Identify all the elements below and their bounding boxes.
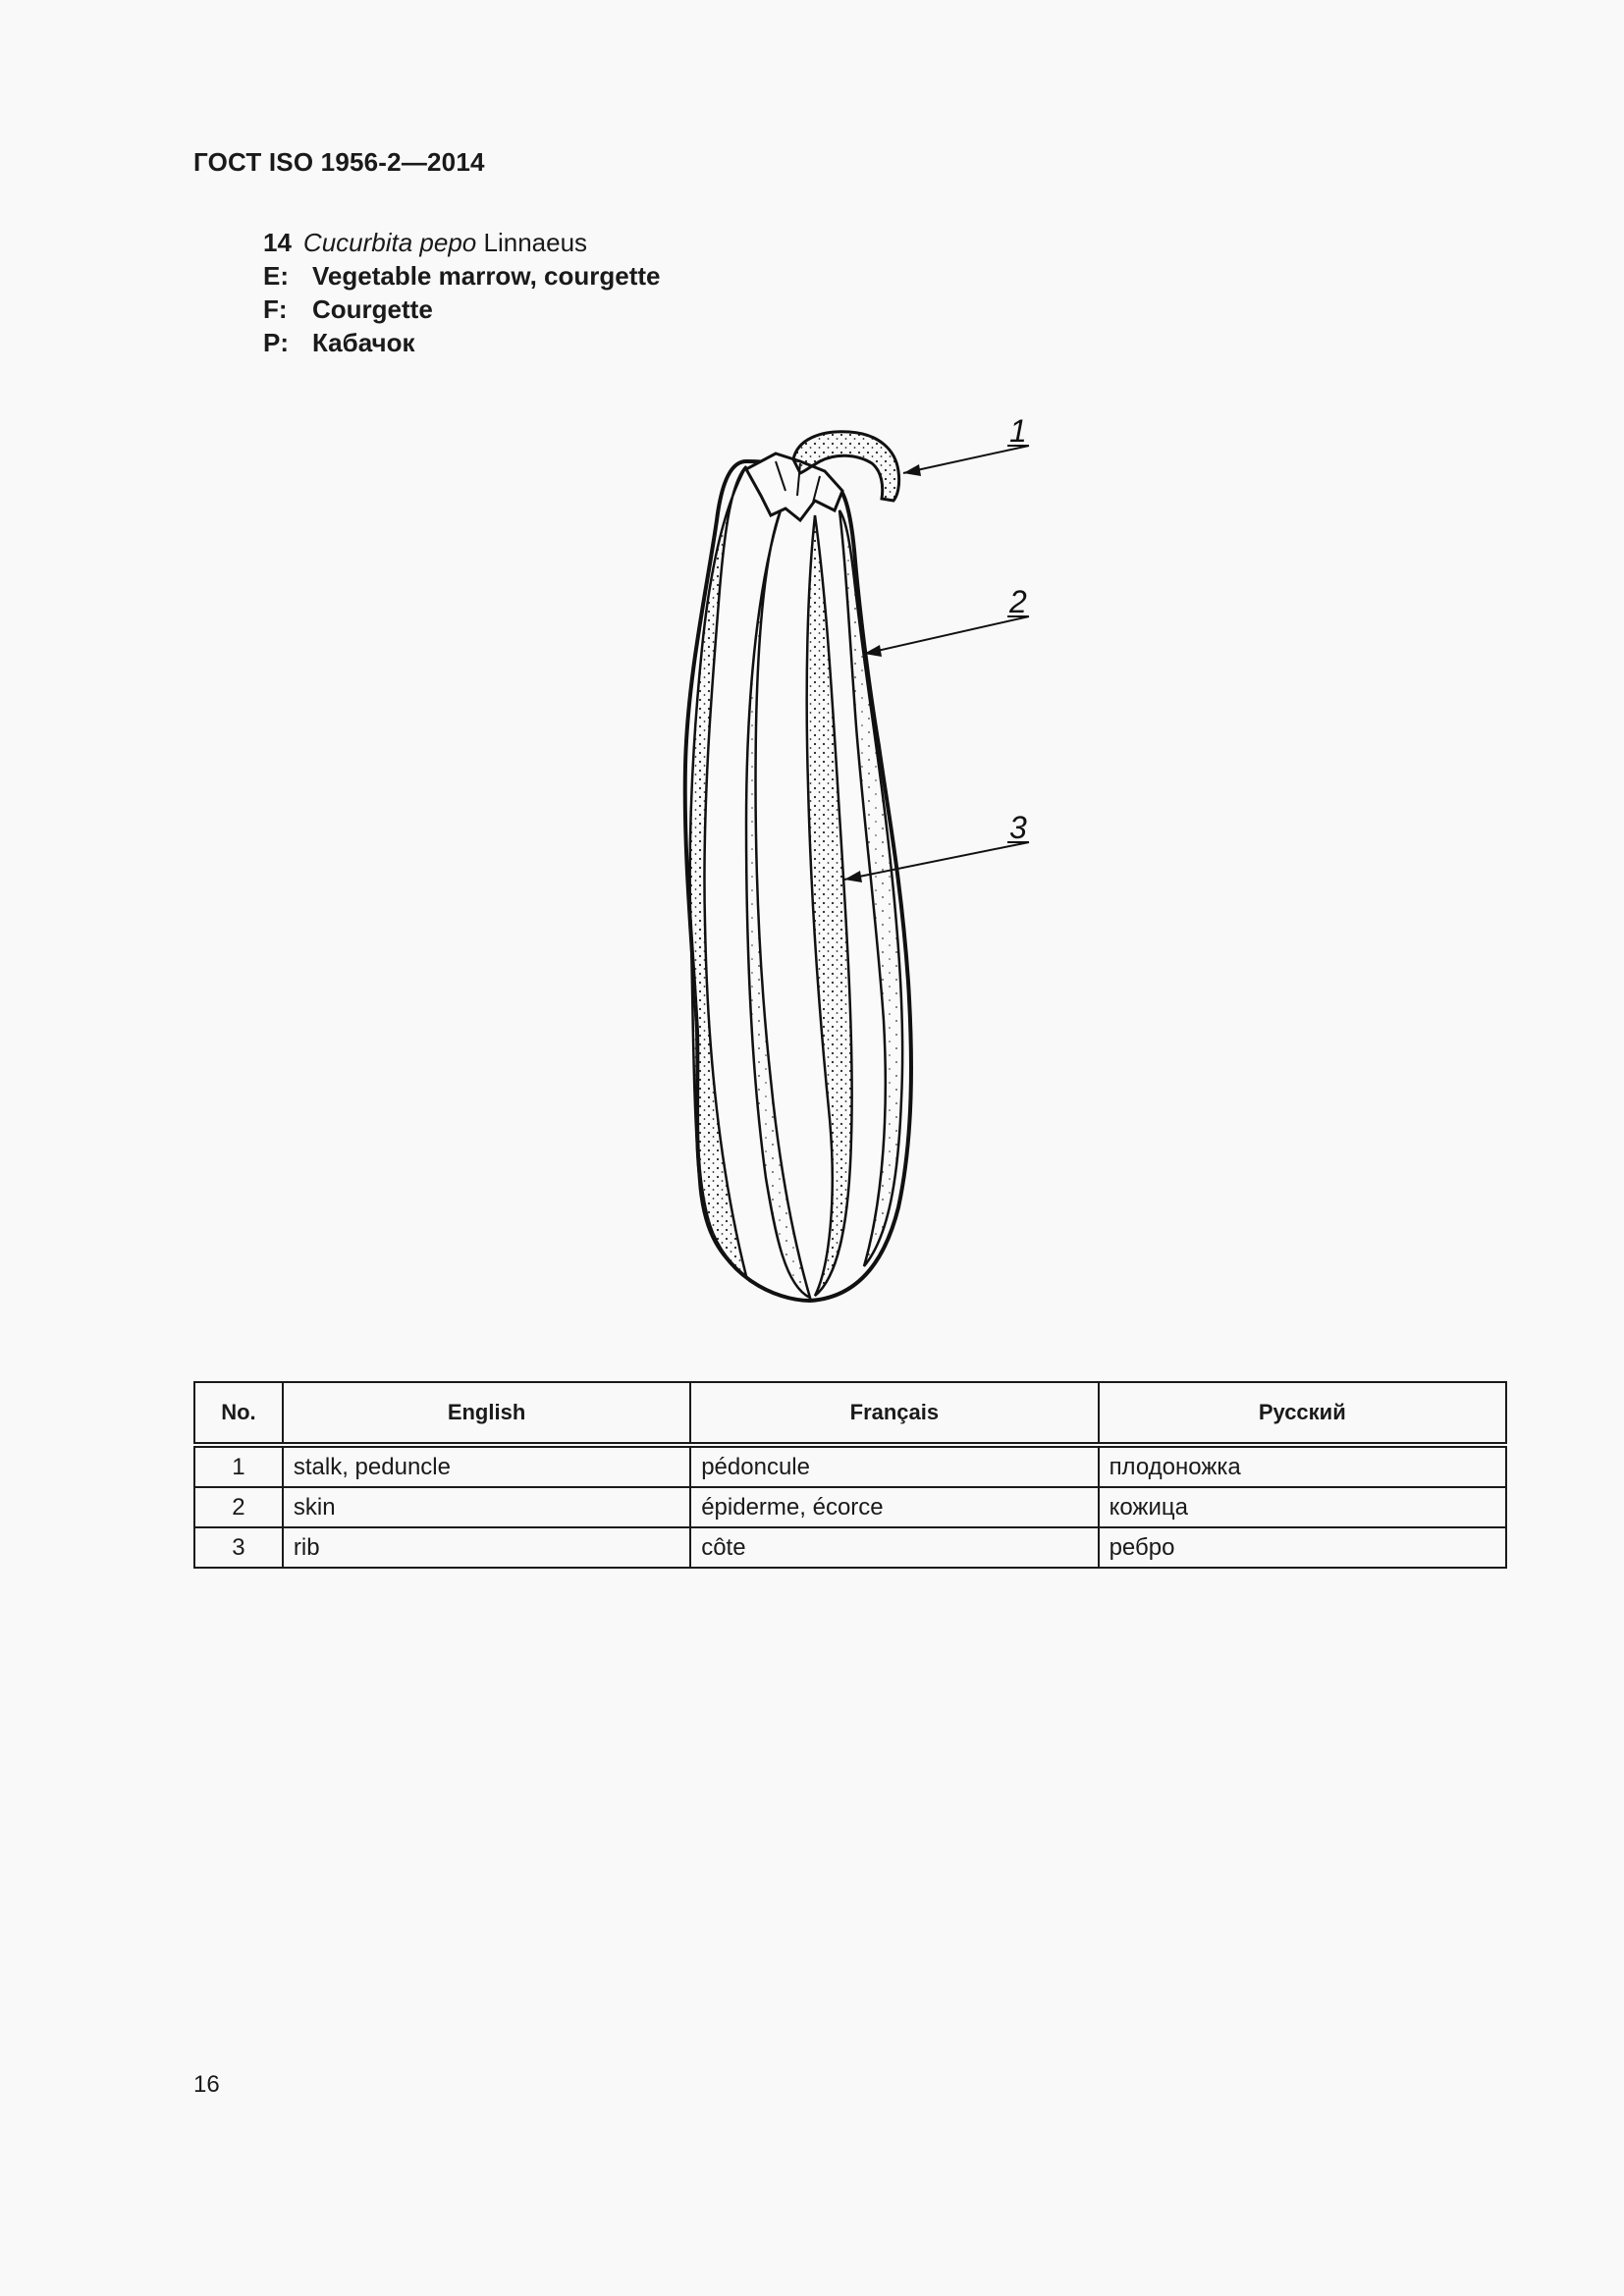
cell-english: rib	[283, 1527, 690, 1568]
common-name: Courgette	[312, 294, 433, 324]
header-russian: Русский	[1099, 1382, 1506, 1445]
header-no: No.	[194, 1382, 283, 1445]
cell-no: 2	[194, 1487, 283, 1527]
callout-label: 1	[1009, 413, 1027, 449]
header-french: Français	[690, 1382, 1098, 1445]
lang-code: E:	[263, 261, 289, 291]
table-header-row	[194, 1382, 1506, 1445]
cell-no: 3	[194, 1527, 283, 1568]
lang-code: F:	[263, 294, 288, 324]
cell-french: épiderme, écorce	[690, 1487, 1098, 1527]
callout-line-1	[903, 446, 1029, 473]
cell-english: skin	[283, 1487, 690, 1527]
cell-english: stalk, peduncle	[283, 1445, 690, 1487]
species-block	[263, 226, 660, 359]
courgette-figure	[0, 393, 1624, 1335]
cell-french: côte	[690, 1527, 1098, 1568]
table-row	[194, 1445, 1506, 1487]
common-name-french	[263, 293, 660, 326]
common-name: Кабачок	[312, 328, 415, 357]
species-number: 14	[263, 228, 292, 257]
species-title	[263, 226, 660, 259]
common-name-russian	[263, 326, 660, 359]
cell-russian: плодоножка	[1099, 1445, 1506, 1487]
page-number: 16	[193, 2071, 220, 2098]
species-latin-name: Cucurbita pepo	[302, 228, 477, 257]
courgette-illustration	[0, 393, 1624, 1335]
cell-russian: кожица	[1099, 1487, 1506, 1527]
table-row	[194, 1487, 1506, 1527]
terms-table	[193, 1381, 1507, 1569]
cell-french: pédoncule	[690, 1445, 1098, 1487]
common-name: Vegetable marrow, courgette	[312, 261, 661, 291]
callout-label: 2	[1009, 584, 1027, 619]
callout-line-2	[864, 616, 1029, 654]
document-header: ГОСТ ISO 1956-2—2014	[193, 147, 485, 177]
callout-label: 3	[1009, 810, 1027, 845]
cell-no: 1	[194, 1445, 283, 1487]
common-name-english	[263, 259, 660, 293]
species-author: Linnaeus	[483, 228, 588, 257]
lang-code: P:	[263, 328, 289, 357]
cell-russian: ребро	[1099, 1527, 1506, 1568]
table-row	[194, 1527, 1506, 1568]
header-english: English	[283, 1382, 690, 1445]
